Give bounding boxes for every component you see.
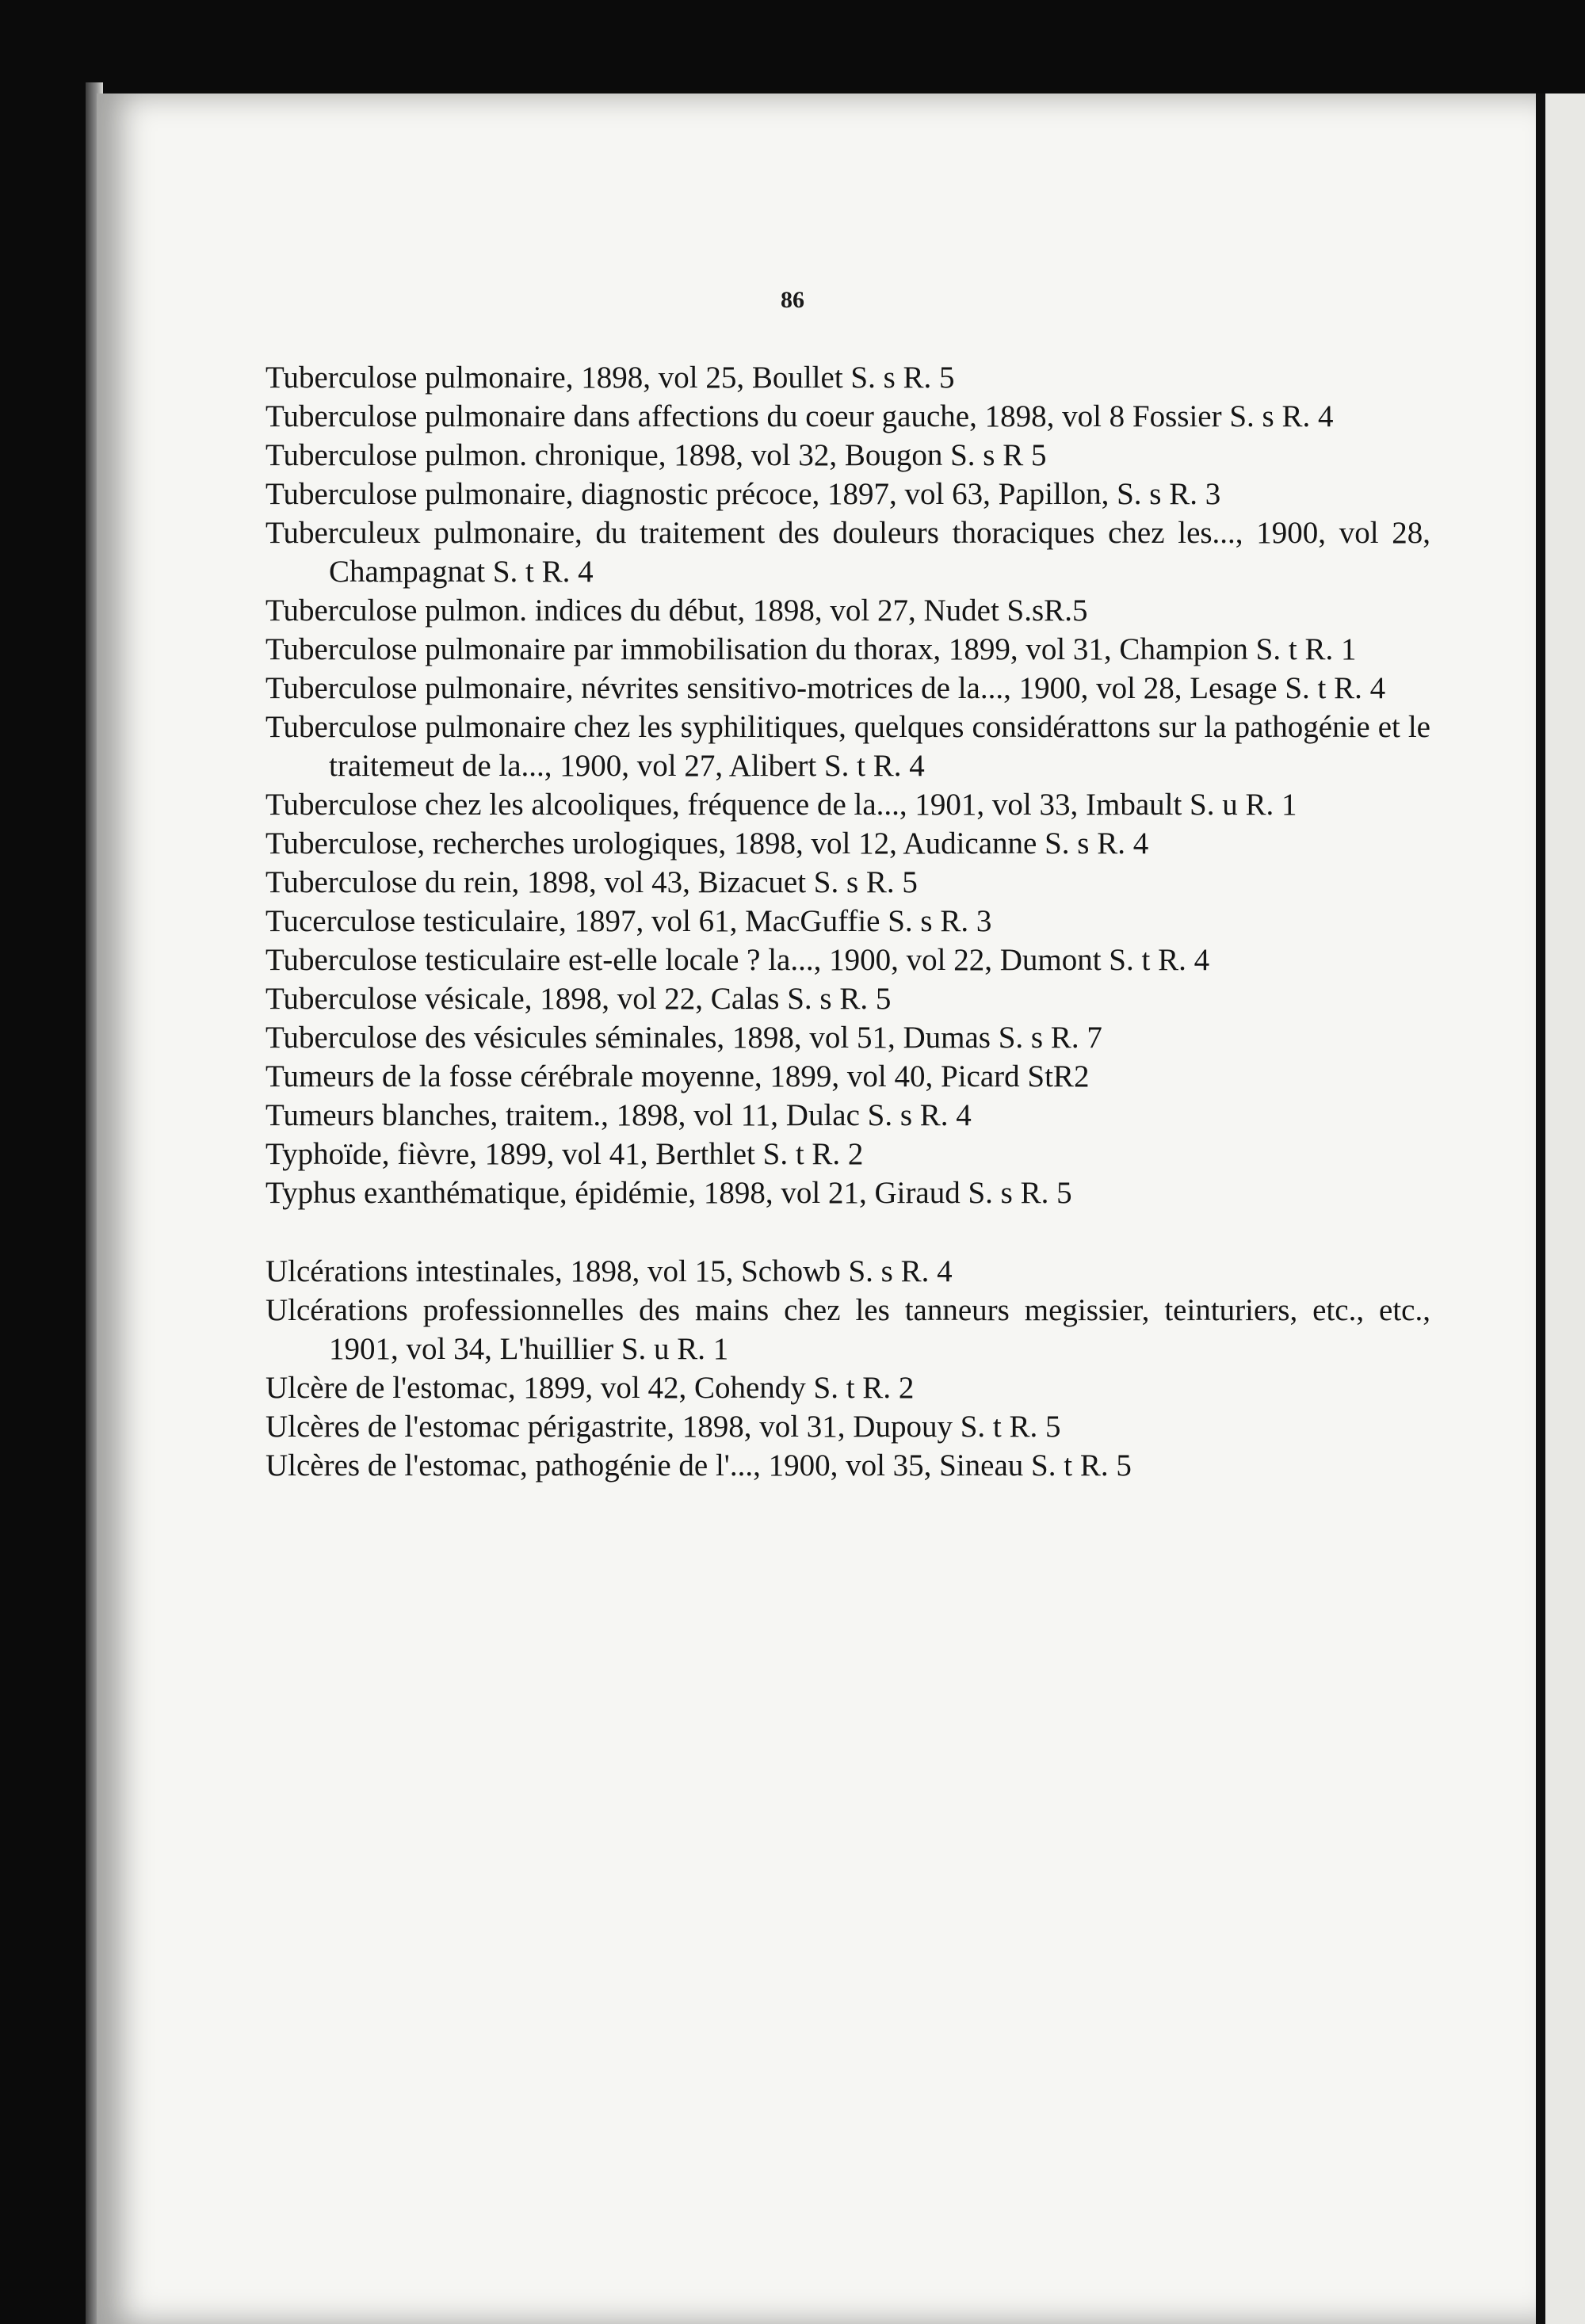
index-entry: Tuberculose pulmonaire dans affections du coeur gauche, 1898, vol 8 Fossier S. s R. 4 <box>265 399 1334 433</box>
index-entry: Ulcères de l'estomac périgastrite, 1898, vol 31, Dupouy S. t R. 5 <box>265 1410 1061 1444</box>
page-number: 86 <box>781 287 804 313</box>
index-entry: Tuberculose du rein, 1898, vol 43, Bizacuet S. s R. 5 <box>265 865 918 899</box>
index-entry: Typhoïde, fièvre, 1899, vol 41, Berthlet S. t R. 2 <box>265 1137 864 1171</box>
index-entry: Tumeurs de la fosse cérébrale moyenne, 1899, vol 40, Picard StR2 <box>265 1059 1090 1093</box>
index-entry: Tuberculose pulmonaire par immobilisation du thorax, 1899, vol 31, Champion S. t R. 1 <box>265 632 1357 666</box>
index-entry: Ulcérations intestinales, 1898, vol 15, Schowb S. s R. 4 <box>265 1254 953 1288</box>
index-entry: Tuberculose vésicale, 1898, vol 22, Calas S. s R. 5 <box>265 982 892 1016</box>
index-entry: Tumeurs blanches, traitem., 1898, vol 11, Dulac S. s R. 4 <box>265 1098 972 1132</box>
index-entry: Tuberculose des vésicules séminales, 1898, vol 51, Dumas S. s R. 7 <box>265 1021 1102 1055</box>
index-entry: Tuberculeux pulmonaire, du traitement des douleurs thoraciques chez les..., 1900, vol 28, Champagnat S. t R. 4 <box>265 516 1430 589</box>
index-entry: Tuberculose chez les alcooliques, fréquence de la..., 1901, vol 33, Imbault S. u R. 1 <box>265 788 1297 822</box>
page-gutter <box>1536 93 1545 2324</box>
index-entry: Tuberculose pulmon. chronique, 1898, vol 32, Bougon S. s R 5 <box>265 438 1047 472</box>
index-entry: Typhus exanthématique, épidémie, 1898, vol 21, Giraud S. s R. 5 <box>265 1176 1072 1210</box>
index-entry: Tuberculose pulmon. indices du début, 1898, vol 27, Nudet S.sR.5 <box>265 593 1088 628</box>
index-entry: Tuberculose, recherches urologiques, 1898, vol 12, Audicanne S. s R. 4 <box>265 826 1149 861</box>
index-entry: Ulcérations professionnelles des mains chez les tanneurs megissier, teinturiers, etc., etc., 1901, vol 34, L'huillier S. u R. 1 <box>265 1293 1430 1366</box>
index-entry: Tuberculose pulmonaire, névrites sensitivo-motrices de la..., 1900, vol 28, Lesage S. t R. 4 <box>265 671 1386 705</box>
index-list <box>265 358 1430 1485</box>
index-entry: Tuberculose pulmonaire, 1898, vol 25, Boullet S. s R. 5 <box>265 361 955 395</box>
index-entry: Tuberculose testiculaire est-elle locale ? la..., 1900, vol 22, Dumont S. t R. 4 <box>265 943 1210 977</box>
index-entry: Tuberculose pulmonaire chez les syphilitiques, quelques considérattons sur la pathogénie et le traitemeut de la..., 1900, vol 27, Alibert S. t R. 4 <box>265 710 1430 783</box>
index-entry: Ulcères de l'estomac, pathogénie de l'..., 1900, vol 35, Sineau S. t R. 5 <box>265 1448 1132 1483</box>
index-entry: Ulcère de l'estomac, 1899, vol 42, Cohendy S. t R. 2 <box>265 1371 915 1405</box>
index-entry: Tuberculose pulmonaire, diagnostic précoce, 1897, vol 63, Papillon, S. s R. 3 <box>265 477 1221 511</box>
facing-page-edge <box>1545 93 1585 2324</box>
index-entry: Tucerculose testiculaire, 1897, vol 61, MacGuffie S. s R. 3 <box>265 904 992 938</box>
